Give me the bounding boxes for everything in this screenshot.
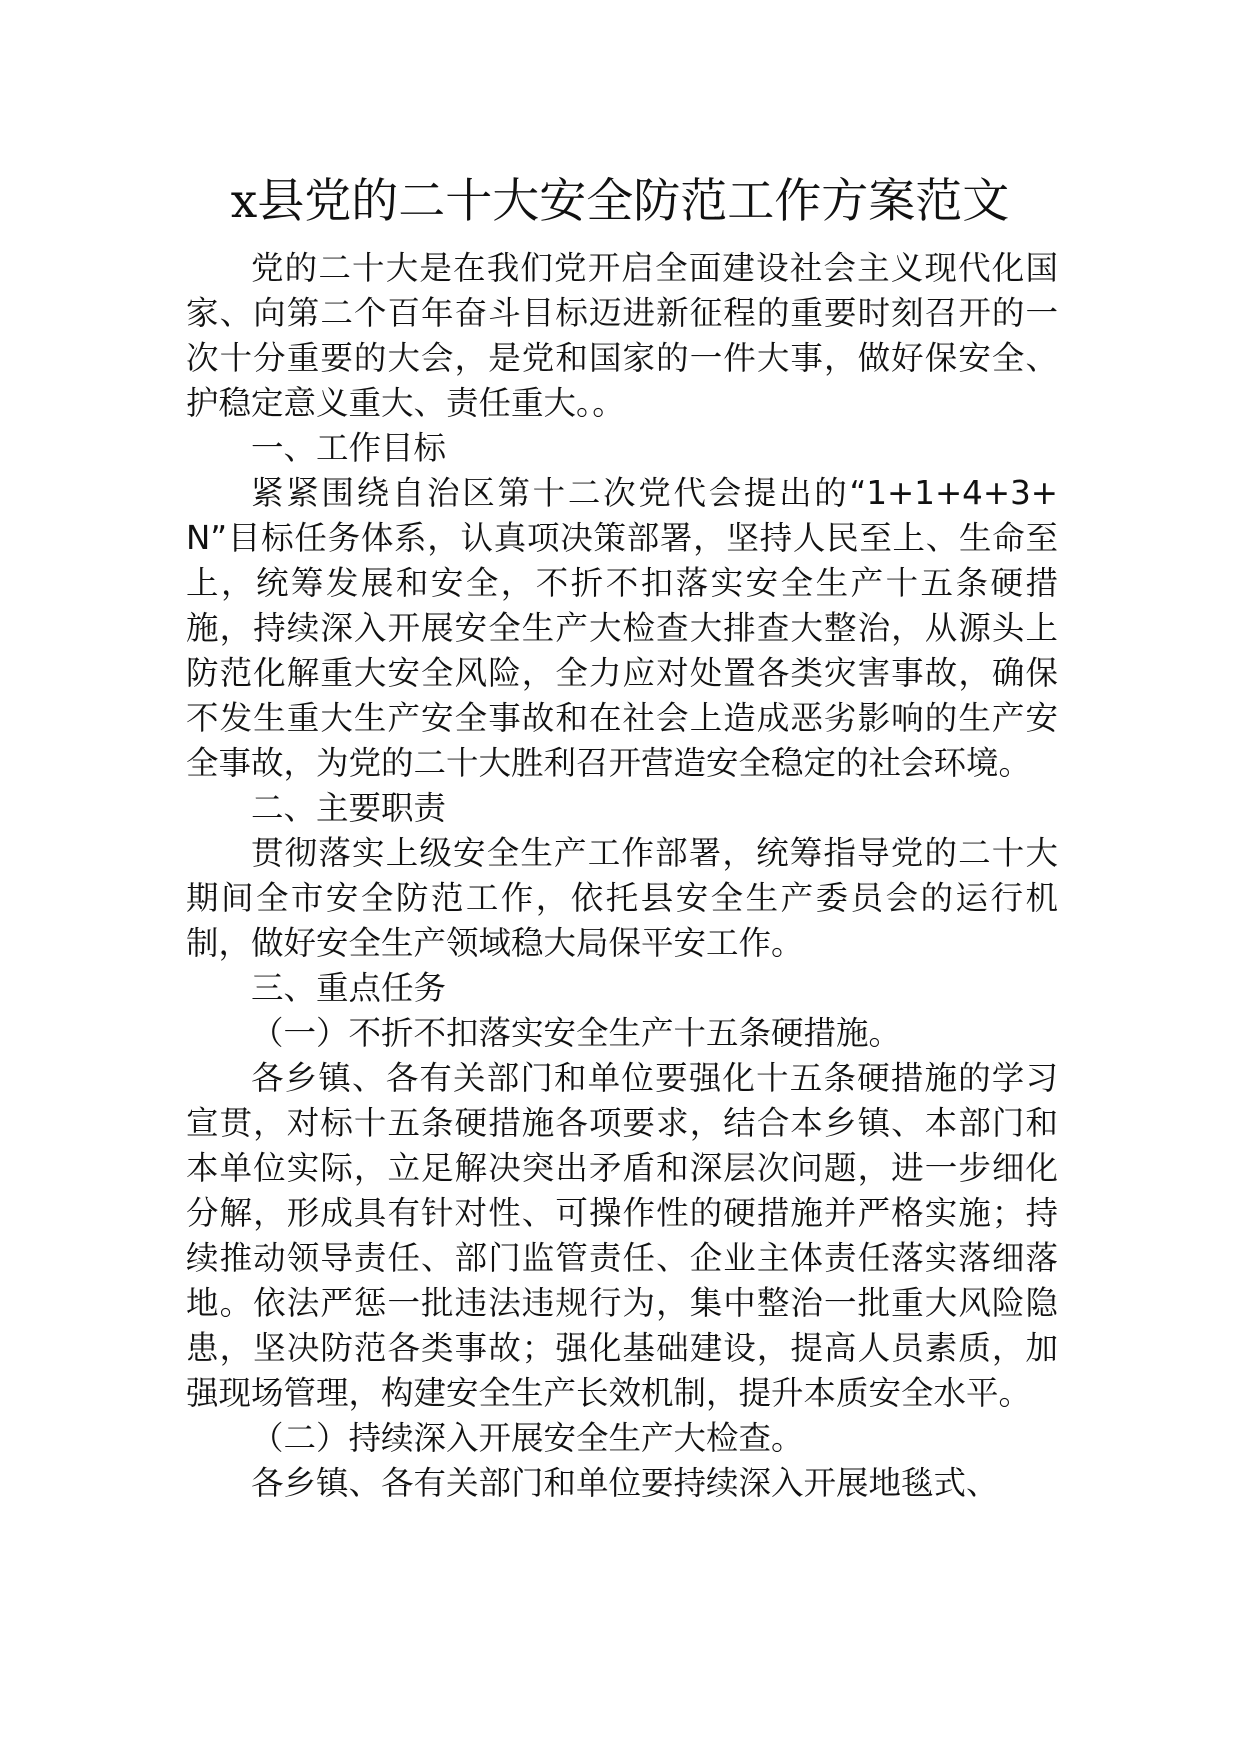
goals-paragraph: 紧紧围绕自治区第十二次党代会提出的“1+1+4+3+N”目标任务体系，认真项决策部署，坚持人民至上、生命至上，统筹发展和安全，不折不扣落实安全生产十五条硬措施，持续深入开展安全生产大检查大排查大整治，从源头上防范化解重大安全风险，全力应对处置各类灾害事故，确保不发生重大生产安全事故和在社会上造成恶劣影响的生产安全事故，为党的二十大胜利召开营造安全稳定的社会环境。 — [186, 474, 1058, 782]
document-title — [0, 172, 1240, 232]
section-heading-duties: 二、主要职责 — [251, 789, 447, 827]
section-heading-goals: 一、工作目标 — [251, 429, 447, 467]
task-1-paragraph: 各乡镇、各有关部门和单位要强化十五条硬措施的学习宣贯，对标十五条硬措施各项要求，结合本乡镇、本部门和本单位实际，立足解决突出矛盾和深层次问题，进一步细化分解，形成具有针对性、可操作性的硬措施并严格实施；持续推动领导责任、部门监管责任、企业主体责任落实落细落地。依法严惩一批违法违规行为，集中整治一批重大风险隐患，坚决防范各类事故；强化基础建设，提高人员素质，加强现场管理，构建安全生产长效机制，提升本质安全水平。 — [186, 1059, 1058, 1412]
intro-paragraph: 党的二十大是在我们党开启全面建设社会主义现代化国家、向第二个百年奋斗目标迈进新征程的重要时刻召开的一次十分重要的大会，是党和国家的一件大事，做好保安全、护稳定意义重大、责任重大。。 — [186, 249, 1058, 422]
document-body — [186, 246, 1058, 1506]
duties-paragraph: 贯彻落实上级安全生产工作部署，统筹指导党的二十大期间全市安全防范工作，依托县安全生产委员会的运行机制，做好安全生产领域稳大局保平安工作。 — [186, 834, 1058, 962]
title-text: 县党的二十大安全防范工作方案范文 — [257, 174, 1010, 229]
subheading-task-1: （一）不折不扣落实安全生产十五条硬措施。 — [251, 1014, 902, 1052]
task-2-paragraph: 各乡镇、各有关部门和单位要持续深入开展地毯式、 — [251, 1464, 999, 1502]
section-heading-tasks: 三、重点任务 — [251, 969, 447, 1007]
title-prefix: x — [230, 174, 258, 229]
subheading-task-2: （二）持续深入开展安全生产大检查。 — [251, 1419, 804, 1457]
